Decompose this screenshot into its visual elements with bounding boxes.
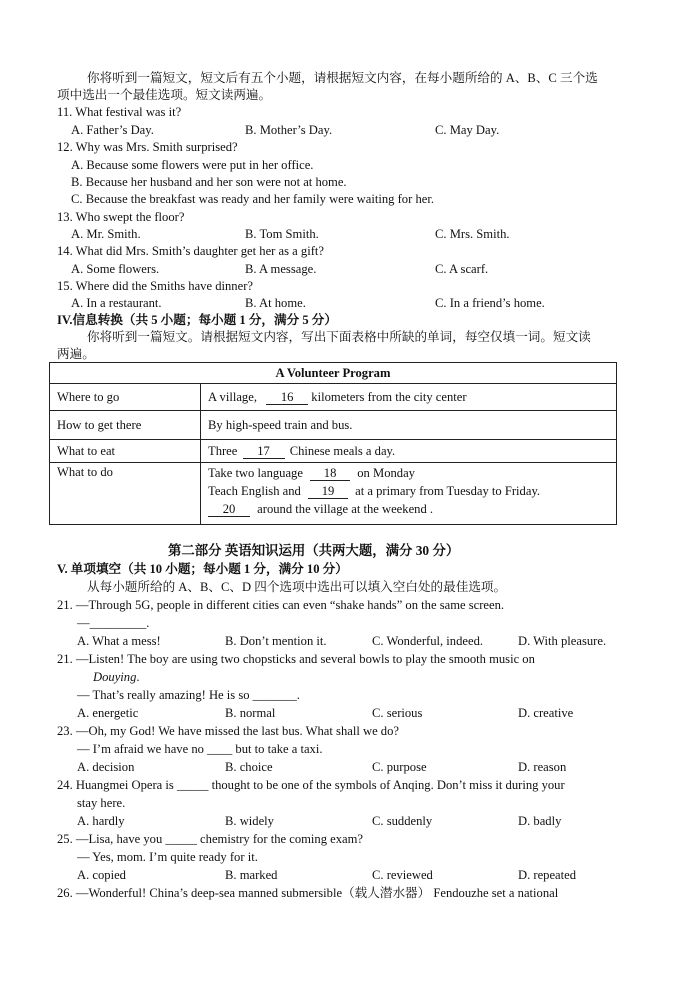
section5-instruction: 从每小题所给的 A、B、C、D 四个选项中选出可以填入空白处的最佳选项。 bbox=[87, 580, 507, 594]
row-value-do bbox=[201, 463, 617, 525]
q21a-option-b: B. Don’t mention it. bbox=[225, 634, 327, 648]
row-value-how: By high-speed train and bus. bbox=[201, 411, 617, 440]
q21b-option-a: A. energetic bbox=[77, 706, 139, 720]
q24-option-b: B. widely bbox=[225, 814, 274, 828]
eat-pre: Three bbox=[208, 443, 238, 458]
q26-stem: 26. —Wonderful! China’s deep-sea manned submersible（载人潜水器） Fendouzhe set a national bbox=[57, 886, 559, 900]
q25-stem: 25. —Lisa, have you _____ chemistry for the coming exam? bbox=[57, 832, 364, 846]
listening-intro-line2: 项中选出一个最佳选项。短文读两遍。 bbox=[57, 88, 272, 102]
where-post: kilometers from the city center bbox=[311, 389, 467, 404]
row-label-how: How to get there bbox=[50, 411, 201, 440]
row-label-eat: What to eat bbox=[50, 440, 201, 463]
section4-intro-line1: 你将听到一篇短文。请根据短文内容，写出下面表格中所缺的单词，每空仅填一词。短文读 bbox=[87, 330, 591, 344]
q21b-option-c: C. serious bbox=[372, 706, 423, 720]
q21a-response: —_________. bbox=[77, 616, 150, 630]
blank-16[interactable]: 16 bbox=[266, 391, 308, 405]
q25-response: — Yes, mom. I’m quite ready for it. bbox=[77, 850, 258, 864]
q11-option-c: C. May Day. bbox=[435, 123, 500, 137]
q21b-option-b: B. normal bbox=[225, 706, 276, 720]
do2-pre: Teach English and bbox=[208, 484, 301, 498]
q14-option-b: B. A message. bbox=[245, 262, 317, 276]
q15-option-c: C. In a friend’s home. bbox=[435, 296, 545, 310]
do1-pre: Take two language bbox=[208, 466, 303, 480]
do3-post: around the village at the weekend . bbox=[257, 502, 434, 516]
volunteer-program-table bbox=[49, 362, 617, 525]
q13-option-c: C. Mrs. Smith. bbox=[435, 227, 510, 241]
do-line-3 bbox=[208, 500, 609, 518]
question-15-stem: 15. Where did the Smiths have dinner? bbox=[57, 279, 253, 293]
q13-option-a: A. Mr. Smith. bbox=[71, 227, 141, 241]
q21b-response: — That’s really amazing! He is so _______. bbox=[77, 688, 300, 702]
table-title: A Volunteer Program bbox=[50, 363, 617, 384]
do2-post: at a primary from Tuesday to Friday. bbox=[355, 484, 541, 498]
q15-option-b: B. At home. bbox=[245, 296, 306, 310]
section4-intro-line2: 两遍。 bbox=[57, 347, 95, 361]
question-12-stem: 12. Why was Mrs. Smith surprised? bbox=[57, 140, 238, 154]
q23-option-d: D. reason bbox=[518, 760, 567, 774]
q21a-option-d: D. With pleasure. bbox=[518, 634, 607, 648]
part2-heading: 第二部分 英语知识运用（共两大题，满分 30 分） bbox=[168, 543, 460, 558]
q12-option-b: B. Because her husband and her son were not at home. bbox=[71, 175, 347, 189]
q24-stem: 24. Huangmei Opera is _____ thought to be one of the symbols of Anqing. Don’t miss it during your bbox=[57, 778, 565, 792]
q11-option-b: B. Mother’s Day. bbox=[245, 123, 333, 137]
q15-option-a: A. In a restaurant. bbox=[71, 296, 162, 310]
question-11-stem: 11. What festival was it? bbox=[57, 105, 182, 119]
q21b-option-d: D. creative bbox=[518, 706, 574, 720]
table-row bbox=[50, 463, 617, 525]
table-row bbox=[50, 440, 617, 463]
q14-option-a: A. Some flowers. bbox=[71, 262, 160, 276]
q23-response: — I’m afraid we have no ____ but to take a taxi. bbox=[77, 742, 323, 756]
section4-heading: IV.信息转换（共 5 小题；每小题 1 分，满分 5 分） bbox=[57, 313, 337, 327]
question-13-stem: 13. Who swept the floor? bbox=[57, 210, 185, 224]
q21b-stem-cont: Douying. bbox=[93, 670, 140, 684]
row-label-where: Where to go bbox=[50, 384, 201, 411]
do-line-1 bbox=[208, 464, 609, 482]
q11-option-a: A. Father’s Day. bbox=[71, 123, 154, 137]
q24-option-d: D. badly bbox=[518, 814, 562, 828]
q12-option-a: A. Because some flowers were put in her office. bbox=[71, 158, 314, 172]
q25-option-b: B. marked bbox=[225, 868, 278, 882]
q12-option-c: C. Because the breakfast was ready and her family were waiting for her. bbox=[71, 192, 434, 206]
q24-option-c: C. suddenly bbox=[372, 814, 433, 828]
row-value-eat bbox=[201, 440, 617, 463]
q25-option-a: A. copied bbox=[77, 868, 126, 882]
blank-19[interactable]: 19 bbox=[308, 485, 348, 499]
do-line-2 bbox=[208, 482, 609, 500]
q14-option-c: C. A scarf. bbox=[435, 262, 489, 276]
do1-post: on Monday bbox=[357, 466, 415, 480]
table-row bbox=[50, 384, 617, 411]
q25-option-c: C. reviewed bbox=[372, 868, 433, 882]
q21a-stem: 21. —Through 5G, people in different cities can even “shake hands” on the same screen. bbox=[57, 598, 505, 612]
q23-option-b: B. choice bbox=[225, 760, 273, 774]
eat-post: Chinese meals a day. bbox=[289, 443, 396, 458]
blank-17[interactable]: 17 bbox=[243, 445, 285, 459]
q21b-stem: 21. —Listen! The boy are using two chopsticks and several bowls to play the smooth music on bbox=[57, 652, 535, 666]
q23-option-c: C. purpose bbox=[372, 760, 427, 774]
question-14-stem: 14. What did Mrs. Smith’s daughter get her as a gift? bbox=[57, 244, 324, 258]
q24-stem-cont: stay here. bbox=[77, 796, 126, 810]
table-row bbox=[50, 411, 617, 440]
row-label-do: What to do bbox=[50, 463, 201, 525]
q13-option-b: B. Tom Smith. bbox=[245, 227, 319, 241]
blank-18[interactable]: 18 bbox=[310, 467, 350, 481]
where-pre: A village, bbox=[208, 389, 257, 404]
q21a-option-a: A. What a mess! bbox=[77, 634, 161, 648]
blank-20[interactable]: 20 bbox=[208, 503, 250, 517]
listening-intro-line1: 你将听到一篇短文，短文后有五个小题，请根据短文内容，在每小题所给的 A、B、C 三个选 bbox=[87, 71, 598, 85]
q23-stem: 23. —Oh, my God! We have missed the last bus. What shall we do? bbox=[57, 724, 399, 738]
q24-option-a: A. hardly bbox=[77, 814, 125, 828]
row-value-where bbox=[201, 384, 617, 411]
q23-option-a: A. decision bbox=[77, 760, 135, 774]
q21a-option-c: C. Wonderful, indeed. bbox=[372, 634, 484, 648]
section5-heading: V. 单项填空（共 10 小题；每小题 1 分，满分 10 分） bbox=[57, 562, 348, 576]
q25-option-d: D. repeated bbox=[518, 868, 577, 882]
